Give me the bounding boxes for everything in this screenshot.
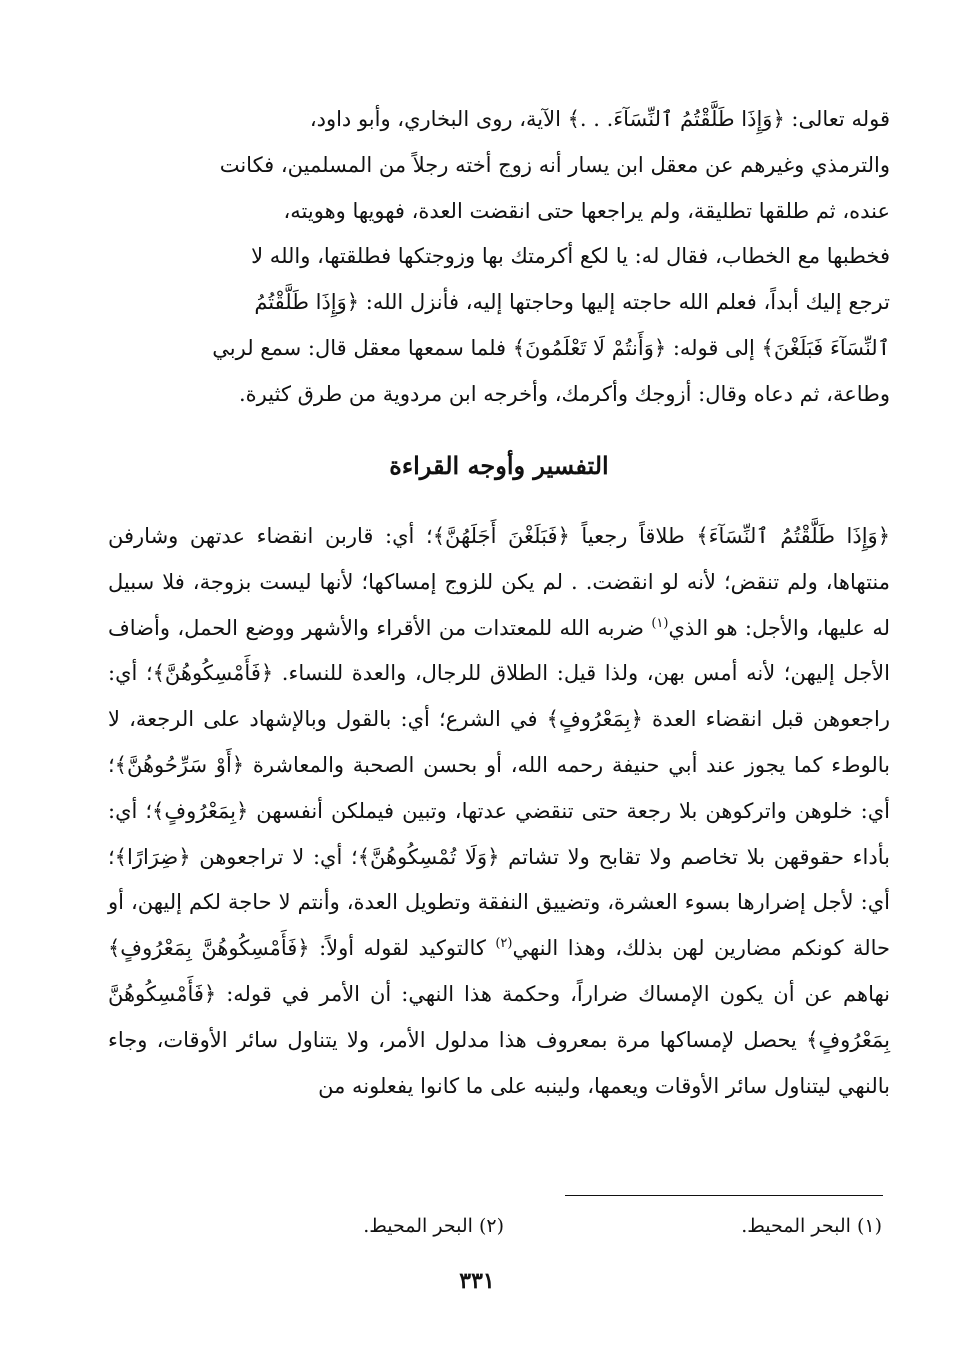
commentary-part-1: ﴿وَإِذَا طَلَّقْتُمُ ٱلنِّسَآءَ﴾ طلاقاً رجعياً ﴿فَبَلَغْنَ أَجَلَهُنَّ﴾؛ أي: قاربن انقضاء عدتهن وشارفن منتهاها، ولم تنقض؛ لأنه لو انقضت. . لم يكن للزوج إمساكها؛ لأنها ليست بزوجة، فلا سبيل له عليها، والأجل: هو الذي [108, 524, 890, 640]
footnote-divider [565, 1195, 883, 1196]
footnote-marker-2: (٢) [495, 936, 513, 952]
commentary-part-3: كالتوكيد لقوله أولاً: ﴿فَأَمْسِكُوهُنَّ بِمَعْرُوفٍ﴾ نهاهم عن أن يكون الإمساك ضراراً، وحكمة هذا النهي: أن الأمر في قوله: ﴿فَأَمْسِكُوهُنَّ بِمَعْرُوفٍ﴾ يحصل لإمساكها مرة بمعروف هذا مدلول الأمر، ولا يتناول سائر الأوقات، وجاء بالنهي ليتناول سائر الأوقات ويعمها، ولينبه على ما كانوا يفعلونه من [108, 936, 890, 1098]
commentary-part-2: ضربه الله للمعتدات من الأقراء والأشهر ووضع الحمل، وأضاف الأجل إليهن؛ لأنه أمس بهن، ولذا قيل: الطلاق للرجال، والعدة للنساء. ﴿فَأَمْسِكُوهُنَّ﴾؛ أي: راجعوهن قبل انقضاء العدة ﴿بِمَعْرُوفٍ﴾ في الشرع؛ أي: بالقول وبالإشهاد على الرجعة، لا بالوطء كما يجوز عند أبي حنيفة رحمه الله، أو بحسن الصحبة والمعاشرة ﴿أَوْ سَرِّحُوهُنَّ﴾؛ أي: خلوهن واتركوهن بلا رجعة حتى تنقضي عدتها، وتبين فيملكن أنفسهن ﴿بِمَعْرُوفٍ﴾؛ أي: بأداء حقوقهن بلا تخاصم ولا تقابح ولا تشاتم ﴿وَلَا تُمْسِكُوهُنَّ﴾؛ أي: لا تراجعوهن ﴿ضِرَارًا﴾؛ أي: لأجل إضرارها بسوء العشرة، وتضييق النفقة وتطويل العدة، وأنتم لا حاجة لكم إليهن، أو حالة كونكم مضارين لهن بذلك، وهذا النهي [108, 615, 890, 961]
page-number: ٣٣١ [459, 1268, 495, 1294]
intro-line: قوله تعالى: ﴿وَإِذَا طَلَّقْتُمُ ٱلنِّسَآءَ. . .﴾ الآية، روى البخاري، وأبو داود، [309, 107, 890, 131]
footnote-1: (١) البحر المحيط. [741, 1215, 882, 1237]
commentary-text [108, 514, 890, 1109]
intro-line: ترجع إليك أبداً، فعلم الله حاجته إليها وحاجتها إليه، فأنزل الله: ﴿وَإِذَا طَلَّقْتُمُ [254, 290, 890, 315]
intro-line: عنده، ثم طلقها تطليقة، ولم يراجعها حتى انقضت العدة، فهويها وهويته، [283, 198, 890, 223]
intro-line: وطاعة، ثم دعاه وقال: أزوجك وأكرمك، وأخرجه ابن مردوية من طرق كثيرة. [239, 381, 890, 406]
intro-line: والترمذي وغيرهم عن معقل ابن يسار أنه زوج أخته رجلاً من المسلمين، فكانت [219, 152, 890, 177]
footnote-2: (٢) البحر المحيط. [363, 1215, 504, 1237]
intro-paragraph [108, 97, 890, 418]
commentary-paragraph [108, 514, 890, 1109]
intro-line: فخطبها مع الخطاب، فقال له: يا لكع أكرمتك بها وزوجتكها فطلقتها، والله لا [251, 244, 890, 269]
intro-line: ٱلنِّسَآءَ فَبَلَغْنَ﴾ إلى قوله: ﴿وَأَنتُمْ لَا تَعْلَمُونَ﴾ فلما سمعها معقل قال: سمع لربي [212, 335, 890, 360]
footnote-marker-1: (١) [651, 615, 669, 631]
section-heading: التفسير وأوجه القراءة [389, 451, 609, 480]
